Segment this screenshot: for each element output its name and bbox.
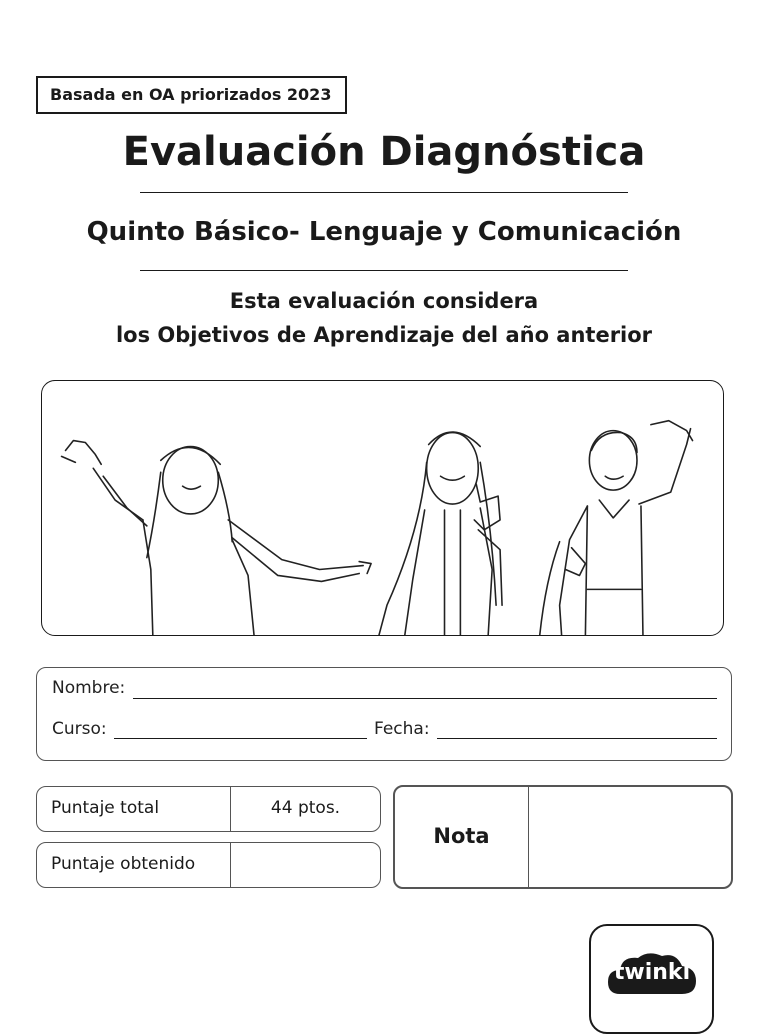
twinkl-logo (589, 924, 714, 1034)
total-score-label: Puntaje total (51, 798, 160, 818)
grade-box (393, 785, 733, 889)
student-boy-right (540, 421, 693, 635)
page-title: Evaluación Diagnóstica (122, 129, 646, 175)
total-score-value: 44 ptos. (270, 798, 341, 818)
logo-wordmark: twinkl (613, 960, 691, 985)
description-line-1: Esta evaluación considera (229, 289, 539, 313)
name-field[interactable] (133, 698, 717, 699)
student-girl-middle (379, 432, 502, 635)
course-field[interactable] (114, 738, 367, 739)
subtitle-divider (140, 270, 628, 271)
name-label: Nombre: (52, 678, 126, 698)
page-subtitle: Quinto Básico- Lenguaje y Comunicación (86, 217, 682, 247)
description-line-2: los Objetivos de Aprendizaje del año anterior (115, 323, 653, 347)
obtained-score-divider (230, 843, 231, 887)
title-divider (140, 192, 628, 193)
grade-label: Nota (433, 824, 490, 848)
grade-field[interactable] (529, 787, 731, 887)
student-info-box (36, 667, 732, 761)
obtained-score-label: Puntaje obtenido (51, 854, 196, 874)
obtained-score-box (36, 842, 381, 888)
date-field[interactable] (437, 738, 717, 739)
students-drawing (42, 381, 723, 635)
student-girl-left (62, 441, 372, 635)
students-illustration (41, 380, 724, 636)
date-label: Fecha: (374, 719, 430, 739)
description (0, 284, 768, 352)
course-label: Curso: (52, 719, 107, 739)
total-score-box (36, 786, 381, 832)
oa-badge: Basada en OA priorizados 2023 (36, 76, 347, 114)
